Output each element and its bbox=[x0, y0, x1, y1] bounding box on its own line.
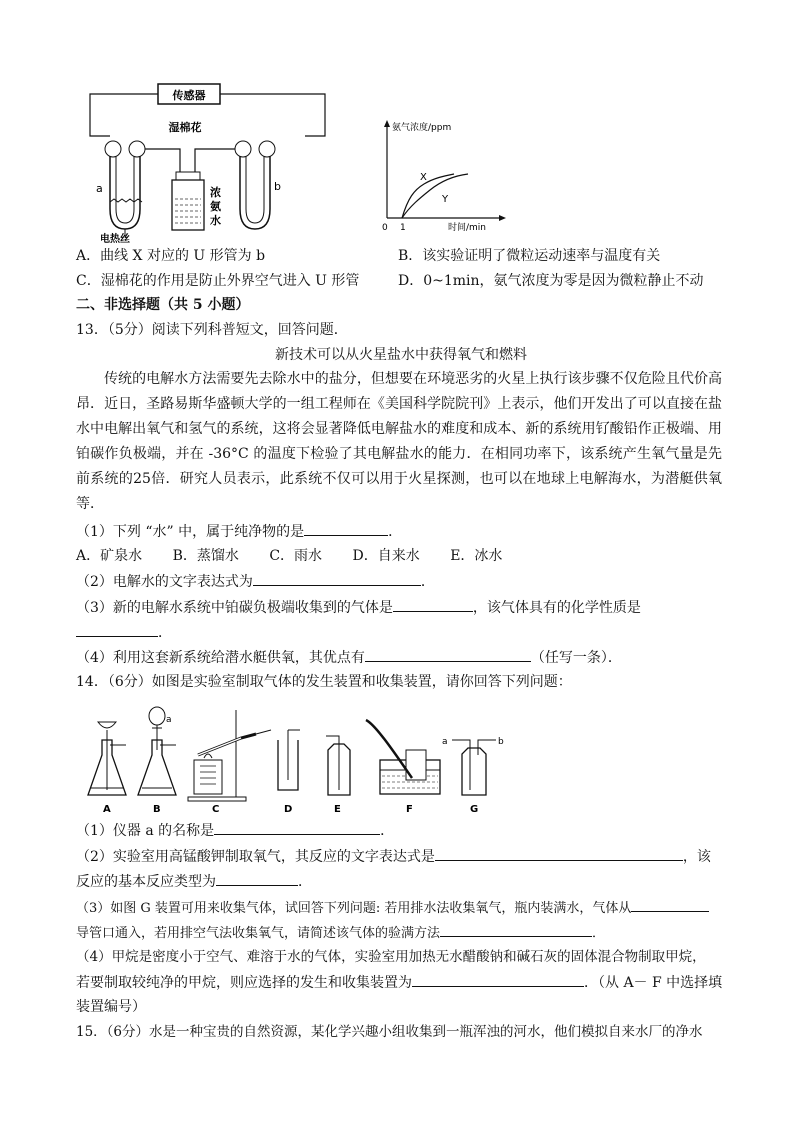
q13-part-1-blank[interactable] bbox=[304, 521, 388, 536]
apparatus-b-label-a: a bbox=[166, 715, 172, 725]
q13-article-title: 新技术可以从火星盐水中获得氧气和燃料 bbox=[275, 347, 527, 363]
q13-stem: 13．（5分）阅读下列科普短文，回答问题． bbox=[76, 322, 348, 338]
apparatus-c bbox=[188, 710, 271, 801]
apparatus-f bbox=[366, 720, 440, 794]
q14-part-3-text-a: （3）如图 G 装置可用来收集气体，试回答下列问题: 若用排水法收集氧气，瓶内装满水，气体从 bbox=[76, 901, 632, 916]
q14-part-1-end: ． bbox=[380, 823, 395, 839]
q15-stem: 15．（6分）水是一种宝贵的自然资源，某化学兴趣小组收集到一瓶浑浊的河水，他们模拟自来水厂的净水 bbox=[76, 1024, 703, 1040]
q13-option-b: B．蒸馏水 bbox=[172, 548, 239, 564]
q14-part-4-text-c: ．（从 A－ F 中选择填 bbox=[584, 975, 723, 991]
q13-part-3-cont bbox=[76, 622, 726, 643]
apparatus-label-d: D bbox=[284, 804, 293, 815]
q13-part-3-text-a: （3）新的电解水系统中铂碳负极端收集到的气体是 bbox=[76, 600, 393, 616]
q13-part-4-blank[interactable] bbox=[365, 647, 531, 662]
curve-y-label: Y bbox=[442, 194, 449, 205]
q13-part-1-options bbox=[76, 546, 726, 566]
graph-origin: 0 bbox=[382, 223, 388, 233]
q13-part-3-end: ． bbox=[158, 625, 172, 641]
q14-part-4-end: 装置编号） bbox=[76, 999, 146, 1015]
curve-x-label: X bbox=[420, 172, 427, 183]
q14-part-3-blank-2[interactable] bbox=[440, 922, 592, 937]
q14-part-2-text-c: 反应的基本反应类型为 bbox=[76, 874, 216, 890]
q12-options-row-1 bbox=[76, 246, 726, 266]
q14-part-4-text-b: 若要制取较纯净的甲烷，则应选择的发生和收集装置为 bbox=[76, 975, 412, 991]
apparatus-label-g: G bbox=[470, 804, 479, 815]
q14-part-2-blank-1[interactable] bbox=[435, 846, 683, 861]
q14-part-2-end: ． bbox=[298, 874, 312, 890]
apparatus-label-c: C bbox=[212, 804, 220, 815]
q13-part-2-blank[interactable] bbox=[253, 571, 421, 586]
sensor-label: 传感器 bbox=[172, 89, 206, 102]
apparatus-label-b: B bbox=[153, 804, 161, 815]
tube-a-label: a bbox=[96, 182, 103, 195]
apparatus-g bbox=[452, 740, 496, 795]
q14-part-3-cont bbox=[76, 922, 726, 944]
q13-option-d: D．自来水 bbox=[352, 548, 420, 564]
q14-stem: 14．（6分）如图是实验室制取气体的发生装置和收集装置，请你回答下列问题： bbox=[76, 674, 572, 690]
q13-part-2-text: （2）电解水的文字表达式为 bbox=[76, 574, 253, 590]
ammonia-label-3: 水 bbox=[210, 214, 221, 227]
graph-xlabel: 时间/min bbox=[448, 223, 487, 233]
ammonia-label-1: 浓 bbox=[210, 186, 221, 199]
apparatus-label-e: E bbox=[334, 804, 341, 815]
q13-part-4-text: （4）利用这套新系统给潜水艇供氧，其优点有 bbox=[76, 650, 365, 666]
q13-part-4-end: （任写一条）． bbox=[530, 650, 622, 666]
q14-part-2-cont bbox=[76, 871, 726, 892]
cotton-label: 湿棉花 bbox=[168, 121, 202, 134]
q12-option-b: B．该实验证明了微粒运动速率与温度有关 bbox=[398, 248, 661, 264]
q13-option-c: C．雨水 bbox=[269, 548, 323, 564]
q14-part-2-text-a: （2）实验室用高锰酸钾制取氧气，其反应的文字表达式是 bbox=[76, 849, 435, 865]
q13-part-2-end: ． bbox=[420, 574, 435, 590]
q12-options-row-2 bbox=[76, 271, 726, 291]
q12-option-c: C．湿棉花的作用是防止外界空气进入 U 形管 bbox=[76, 273, 360, 289]
tube-b-label: b bbox=[274, 180, 281, 193]
q14-part-3-end: ． bbox=[592, 926, 606, 941]
u-tube-experiment-figure bbox=[80, 74, 360, 244]
q14-part-4: （4）甲烷是密度小于空气、难溶于水的气体，实验室用加热无水醋酸钠和碱石灰的固体混合物制取甲烷， bbox=[76, 949, 706, 965]
q14-part-3-blank-1[interactable] bbox=[631, 897, 709, 912]
apparatus-a bbox=[88, 722, 126, 795]
q14-part-2-text-b: ，该 bbox=[682, 849, 711, 865]
apparatus-label-a: A bbox=[103, 804, 111, 815]
q14-part-1 bbox=[76, 820, 726, 841]
apparatus-d bbox=[278, 730, 300, 790]
q12-option-d: D．0~1min，氨气浓度为零是因为微粒静止不动 bbox=[398, 273, 704, 289]
q14-part-2 bbox=[76, 846, 726, 867]
q13-part-3-blank-2[interactable] bbox=[76, 622, 158, 637]
q14-part-1-text: （1）仪器 a 的名称是 bbox=[76, 823, 215, 839]
apparatus-g-label-a: a bbox=[442, 737, 448, 747]
graph-ylabel: 氨气浓度/ppm bbox=[392, 123, 452, 133]
q13-part-1-end: ． bbox=[388, 524, 403, 540]
q13-option-a: A．矿泉水 bbox=[76, 548, 143, 564]
heater-label: 电热丝 bbox=[100, 234, 130, 244]
apparatus-e bbox=[326, 736, 350, 795]
q13-article-body: 传统的电解水方法需要先去除水中的盐分，但想要在环境恶劣的火星上执行该步骤不仅危险且代价高昂．近日，圣路易斯华盛顿大学的一组工程师在《美国科学院院刊》上表示，他们开发出了可以直接在盐水中电解出氧气和氢气的系统，这将会显著降低电解盐水的难度和成本、新的系统用钌酸铅作正极端、用铂碳作负极端，并在 -36°C 的温度下检验了其电解盐水的能力．在相同功率下，该系统产生氧气量是先前系统的25倍．研究人员表示，此系统不仅可以用于火星探测，也可以在地球上电解海水，为潜艇供氧等． bbox=[76, 371, 722, 512]
gas-apparatus-figure bbox=[76, 700, 516, 816]
q14-part-4-cont bbox=[76, 972, 726, 993]
q12-option-a: A．曲线 X 对应的 U 形管为 b bbox=[76, 248, 266, 264]
q13-part-1 bbox=[76, 521, 726, 542]
q13-part-3-blank-1[interactable] bbox=[393, 597, 473, 612]
q14-part-3 bbox=[76, 897, 726, 919]
q14-part-2-blank-2[interactable] bbox=[216, 871, 298, 886]
q13-option-e: E．冰水 bbox=[450, 548, 503, 564]
q14-part-3-text-b: 导管口通入，若用排空气法收集氧气，请简述该气体的验满方法 bbox=[76, 926, 441, 941]
q13-part-2 bbox=[76, 571, 726, 592]
q13-part-1-text: （1）下列 “水” 中，属于纯净物的是 bbox=[76, 524, 305, 540]
q14-part-1-blank[interactable] bbox=[214, 820, 380, 835]
ammonia-label-2: 氨 bbox=[210, 200, 221, 213]
apparatus-label-f: F bbox=[406, 804, 413, 815]
apparatus-g-label-b: b bbox=[498, 737, 504, 747]
q13-part-3 bbox=[76, 597, 726, 618]
section-2-title: 二、非选择题（共 5 小题） bbox=[76, 297, 250, 313]
q13-part-3-text-b: ，该气体具有的化学性质是 bbox=[472, 600, 641, 616]
q13-part-4 bbox=[76, 647, 726, 668]
graph-tick-1: 1 bbox=[400, 223, 406, 233]
q14-part-4-blank[interactable] bbox=[412, 972, 584, 987]
ammonia-concentration-graph bbox=[372, 118, 512, 234]
